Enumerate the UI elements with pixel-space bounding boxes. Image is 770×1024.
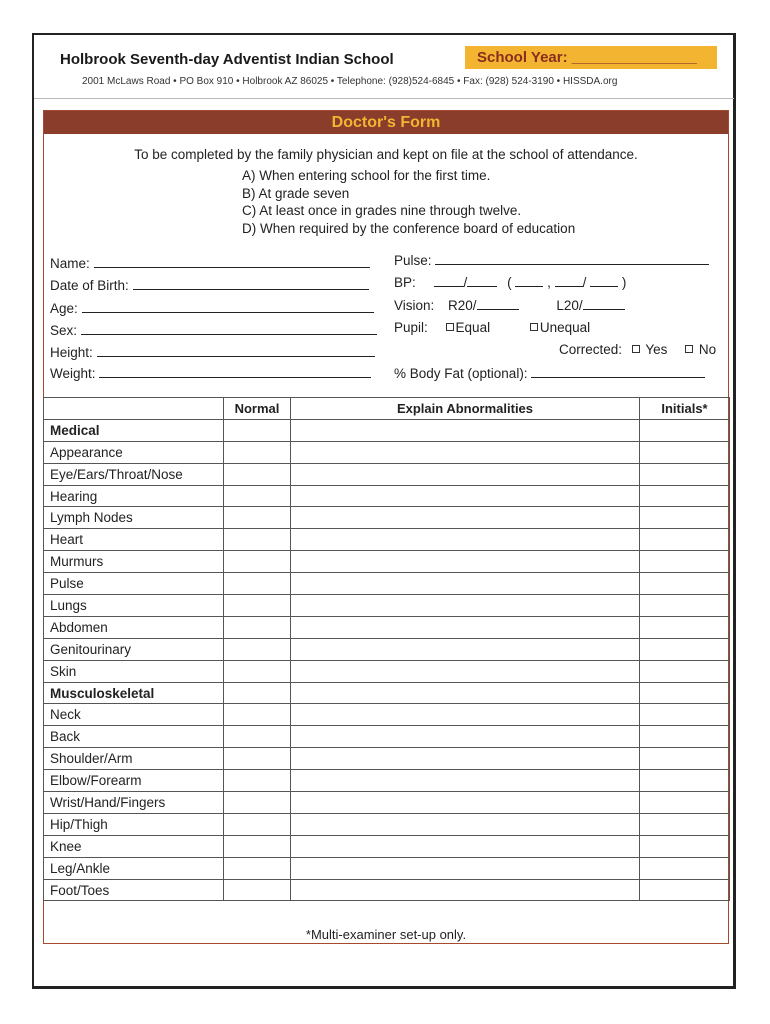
corrected-label: Corrected: [559,342,623,357]
body-fat-label: % Body Fat (optional): [394,366,528,381]
normal-cell[interactable] [224,835,291,857]
abnormalities-cell[interactable] [291,748,640,770]
normal-cell[interactable] [224,529,291,551]
exam-table [43,397,730,901]
abnormalities-cell[interactable] [291,507,640,529]
abnormalities-cell[interactable] [291,857,640,879]
exam-item-label: Neck [44,704,224,726]
table-row [44,441,730,463]
corrected-yes-label: Yes [645,342,668,357]
form-intro: To be completed by the family physician and kept on file at the school of attendance. [134,147,638,162]
exam-table-body [44,419,730,901]
normal-cell[interactable] [224,441,291,463]
table-row [44,551,730,573]
bp-extra-line[interactable] [515,274,543,287]
age-label: Age: [50,301,78,316]
exam-item-label: Wrist/Hand/Fingers [44,792,224,814]
sex-line[interactable] [81,322,377,335]
table-row [44,616,730,638]
exam-item-label: Murmurs [44,551,224,573]
normal-cell[interactable] [224,573,291,595]
exam-item-label: Elbow/Forearm [44,770,224,792]
abnormalities-cell[interactable] [291,813,640,835]
table-header-row [44,398,730,420]
checkbox-icon[interactable] [530,323,538,331]
bp-slash: / [463,275,468,290]
table-row [44,485,730,507]
normal-cell[interactable] [224,704,291,726]
initials-cell[interactable] [640,463,730,485]
exam-item-label: Skin [44,660,224,682]
pulse-field[interactable] [394,252,709,268]
vision-left-line[interactable] [583,297,625,310]
table-row [44,660,730,682]
abnormalities-cell[interactable] [291,529,640,551]
school-year-field[interactable]: School Year: _______________ [465,46,717,69]
vision-label: Vision: [394,298,435,313]
table-row [44,813,730,835]
initials-cell[interactable] [640,704,730,726]
normal-cell[interactable] [224,792,291,814]
condition-item: B) At grade seven [242,185,350,201]
exam-item-label: Lungs [44,595,224,617]
table-row [44,638,730,660]
normal-cell[interactable] [224,748,291,770]
table-row [44,573,730,595]
initials-cell[interactable] [640,529,730,551]
vision-field[interactable] [394,297,625,313]
normal-cell[interactable] [224,879,291,901]
normal-cell[interactable] [224,595,291,617]
normal-cell[interactable] [224,660,291,682]
exam-item-label: Abdomen [44,616,224,638]
table-row [44,835,730,857]
vision-right-label: R20/ [448,298,477,313]
age-field[interactable] [50,300,374,316]
doctors-form [43,110,729,944]
abnormalities-cell[interactable] [291,551,640,573]
pupil-unequal-label: Unequal [539,320,591,335]
sex-field[interactable] [50,322,377,338]
initials-cell[interactable] [640,835,730,857]
vision-right-line[interactable] [477,297,519,310]
section-label: Musculoskeletal [44,682,224,704]
school-name: Holbrook Seventh-day Adventist Indian School [60,51,394,68]
abnormalities-cell[interactable] [291,835,640,857]
dob-label: Date of Birth: [50,278,129,293]
abnormalities-cell[interactable] [291,879,640,901]
normal-cell[interactable] [224,616,291,638]
exam-item-label: Eye/Ears/Throat/Nose [44,463,224,485]
height-field[interactable] [50,344,375,360]
initials-cell[interactable] [640,857,730,879]
bp-close-paren: ) [621,275,627,290]
column-header-initials: Initials* [640,398,730,420]
table-row [44,463,730,485]
initials-cell[interactable] [640,485,730,507]
table-row [44,529,730,551]
pupil-unequal-option[interactable] [530,320,590,335]
bp-comma: , [547,275,551,290]
initials-cell[interactable] [640,770,730,792]
normal-cell[interactable] [224,551,291,573]
normal-cell[interactable] [224,682,291,704]
table-row [44,792,730,814]
initials-cell[interactable] [640,726,730,748]
normal-cell[interactable] [224,463,291,485]
abnormalities-cell[interactable] [291,463,640,485]
height-line[interactable] [97,344,375,357]
pupil-equal-option[interactable] [446,320,491,335]
body-fat-line[interactable] [531,365,705,378]
bp-extra-systolic-line[interactable] [555,274,583,287]
header-divider [34,98,734,99]
condition-item: A) When entering school for the first time. [242,168,491,183]
abnormalities-cell[interactable] [291,441,640,463]
exam-item-label: Back [44,726,224,748]
exam-item-label: Leg/Ankle [44,857,224,879]
abnormalities-cell[interactable] [291,704,640,726]
dob-field[interactable] [50,277,369,293]
initials-cell[interactable] [640,573,730,595]
exam-item-label: Hip/Thigh [44,813,224,835]
exam-item-label: Appearance [44,441,224,463]
document-page [32,33,736,989]
checkbox-icon[interactable] [446,323,454,331]
abnormalities-cell[interactable] [291,485,640,507]
table-section-row [44,682,730,704]
sex-label: Sex: [50,323,78,338]
normal-cell[interactable] [224,638,291,660]
exam-item-label: Heart [44,529,224,551]
corrected-field[interactable] [559,342,716,357]
abnormalities-cell[interactable] [291,595,640,617]
column-header-normal: Normal [224,398,291,420]
initials-cell[interactable] [640,419,730,441]
normal-cell[interactable] [224,507,291,529]
bp-slash: / [582,275,587,290]
footnote: *Multi-examiner set-up only. [305,927,467,942]
table-row [44,770,730,792]
bp-field[interactable] [394,274,626,290]
form-title: Doctor's Form [44,111,728,134]
exam-item-label: Hearing [44,485,224,507]
initials-cell[interactable] [640,813,730,835]
initials-cell[interactable] [640,792,730,814]
weight-label: Weight: [50,366,96,381]
abnormalities-cell[interactable] [291,792,640,814]
pupil-label: Pupil: [394,320,428,335]
initials-cell[interactable] [640,551,730,573]
pupil-field[interactable] [394,320,590,335]
bp-label: BP: [394,275,416,290]
abnormalities-cell[interactable] [291,573,640,595]
table-row [44,748,730,770]
bp-systolic-line[interactable] [434,274,464,287]
initials-cell[interactable] [640,748,730,770]
name-line[interactable] [94,255,370,268]
weight-field[interactable] [50,365,371,381]
normal-cell[interactable] [224,419,291,441]
corrected-no-option[interactable] [685,342,716,357]
column-header-abnormalities: Explain Abnormalities [291,398,640,420]
pupil-equal-label: Equal [455,320,491,335]
corrected-yes-option[interactable] [632,342,668,357]
vision-left-label: L20/ [556,298,583,313]
conditions-list [242,167,575,237]
section-label: Medical [44,419,224,441]
checkbox-icon[interactable] [632,345,640,353]
column-header-category [44,398,224,420]
height-label: Height: [50,345,93,360]
initials-cell[interactable] [640,682,730,704]
exam-item-label: Genitourinary [44,638,224,660]
checkbox-icon[interactable] [685,345,693,353]
condition-item: D) When required by the conference board of education [242,220,576,236]
abnormalities-cell[interactable] [291,638,640,660]
initials-cell[interactable] [640,638,730,660]
pulse-line[interactable] [435,252,709,265]
table-row [44,507,730,529]
abnormalities-cell[interactable] [291,770,640,792]
initials-cell[interactable] [640,507,730,529]
normal-cell[interactable] [224,770,291,792]
initials-cell[interactable] [640,879,730,901]
table-row [44,857,730,879]
name-label: Name: [50,256,90,271]
normal-cell[interactable] [224,726,291,748]
weight-line[interactable] [99,365,371,378]
name-field[interactable] [50,255,370,271]
initials-cell[interactable] [640,441,730,463]
table-row [44,726,730,748]
exam-item-label: Foot/Toes [44,879,224,901]
exam-item-label: Shoulder/Arm [44,748,224,770]
abnormalities-cell[interactable] [291,616,640,638]
dob-line[interactable] [133,277,369,290]
initials-cell[interactable] [640,616,730,638]
abnormalities-cell[interactable] [291,726,640,748]
table-row [44,879,730,901]
table-row [44,704,730,726]
exam-item-label: Lymph Nodes [44,507,224,529]
bp-diastolic-line[interactable] [467,274,497,287]
bp-open-paren: ( [507,275,512,290]
abnormalities-cell[interactable] [291,682,640,704]
bp-extra-diastolic-line[interactable] [590,274,618,287]
initials-cell[interactable] [640,660,730,682]
body-fat-field[interactable] [394,365,705,381]
normal-cell[interactable] [224,485,291,507]
abnormalities-cell[interactable] [291,419,640,441]
normal-cell[interactable] [224,813,291,835]
abnormalities-cell[interactable] [291,660,640,682]
table-row [44,595,730,617]
exam-item-label: Pulse [44,573,224,595]
age-line[interactable] [82,300,374,313]
school-address: 2001 McLaws Road • PO Box 910 • Holbrook AZ 86025 • Telephone: (928)524-6845 • Fax: (928) 524-3190 • HISSDA.org [82,76,618,87]
table-section-row [44,419,730,441]
initials-cell[interactable] [640,595,730,617]
corrected-no-label: No [698,342,717,357]
exam-item-label: Knee [44,835,224,857]
condition-item: C) At least once in grades nine through twelve. [242,203,522,218]
normal-cell[interactable] [224,857,291,879]
pulse-label: Pulse: [394,253,432,268]
